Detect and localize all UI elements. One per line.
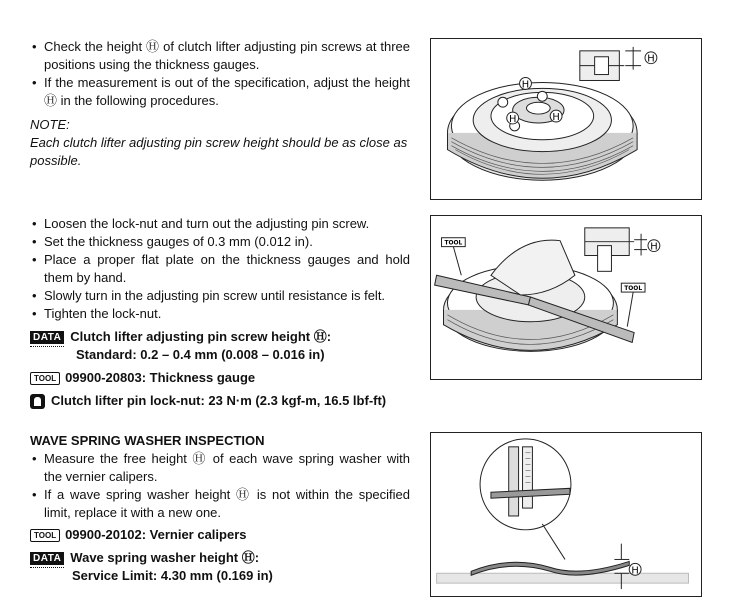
clutch-pressure-plate-figure xyxy=(430,38,702,200)
bullet-item: • If a wave spring washer height Ⓗ is not within the specified limit, replace it with a new one. xyxy=(30,486,410,522)
svg-text:H: H xyxy=(552,111,560,123)
bullet-item: • Tighten the lock-nut. xyxy=(30,305,410,323)
section1-bullets xyxy=(30,38,410,110)
wave-spring-washer-drawing xyxy=(431,433,701,596)
spec-data-row xyxy=(30,549,259,567)
height-callout-3: H xyxy=(631,565,639,577)
tool-label-2: TOOL xyxy=(624,286,643,293)
spec-data-row xyxy=(30,328,331,346)
wave-spring-washer-figure xyxy=(430,432,702,597)
clutch-pressure-plate-drawing xyxy=(431,39,701,199)
torque-wrench-icon xyxy=(30,394,45,409)
spec-value: Standard: 0.2 – 0.4 mm (0.008 – 0.016 in) xyxy=(76,347,325,362)
tool-row xyxy=(30,369,255,387)
note-text: Each clutch lifter adjusting pin screw height should be as close as possible. xyxy=(30,135,408,168)
data-badge: DATA xyxy=(30,331,64,344)
svg-text:H: H xyxy=(521,79,530,91)
height-callout-2: H xyxy=(650,241,658,253)
section-heading: WAVE SPRING WASHER INSPECTION xyxy=(30,433,265,448)
data-badge: DATA xyxy=(30,552,64,565)
thickness-gauge-figure xyxy=(430,215,702,380)
bullet-item: • Place a proper flat plate on the thickness gauges and hold them by hand. xyxy=(30,251,410,287)
bullet-item: • Slowly turn in the adjusting pin screw until resistance is felt. xyxy=(30,287,410,305)
bullet-item: • Check the height Ⓗ of clutch lifter adjusting pin screws at three positions using the thickness gauges. xyxy=(30,38,410,74)
spec-value: Service Limit: 4.30 mm (0.169 in) xyxy=(72,568,273,583)
bullet-item: • If the measurement is out of the specification, adjust the height Ⓗ in the following procedures. xyxy=(30,74,410,110)
tool-row xyxy=(30,526,247,544)
section2-bullets xyxy=(30,215,410,323)
tool-text: 09900-20102: Vernier calipers xyxy=(65,527,247,542)
note-label: NOTE: xyxy=(30,117,70,132)
thickness-gauge-drawing xyxy=(431,216,701,379)
torque-text: Clutch lifter pin lock-nut: 23 N·m (2.3 kgf-m, 16.5 lbf-ft) xyxy=(51,393,387,408)
section3-bullets xyxy=(30,450,410,522)
bullet-item: • Set the thickness gauges of 0.3 mm (0.012 in). xyxy=(30,233,410,251)
tool-label-1: TOOL xyxy=(444,240,463,247)
tool-badge: TOOL xyxy=(30,372,60,385)
tool-badge: TOOL xyxy=(30,529,60,542)
spec-title: Clutch lifter adjusting pin screw height Ⓗ: xyxy=(70,329,332,344)
torque-row xyxy=(30,392,386,410)
svg-text:H: H xyxy=(508,113,517,125)
bullet-item: • Loosen the lock-nut and turn out the adjusting pin screw. xyxy=(30,215,410,233)
spec-title: Wave spring washer height Ⓗ: xyxy=(70,550,260,565)
bullet-item: • Measure the free height Ⓗ of each wave spring washer with the vernier calipers. xyxy=(30,450,410,486)
tool-text: 09900-20803: Thickness gauge xyxy=(65,370,256,385)
height-callout-1: H xyxy=(647,53,655,65)
